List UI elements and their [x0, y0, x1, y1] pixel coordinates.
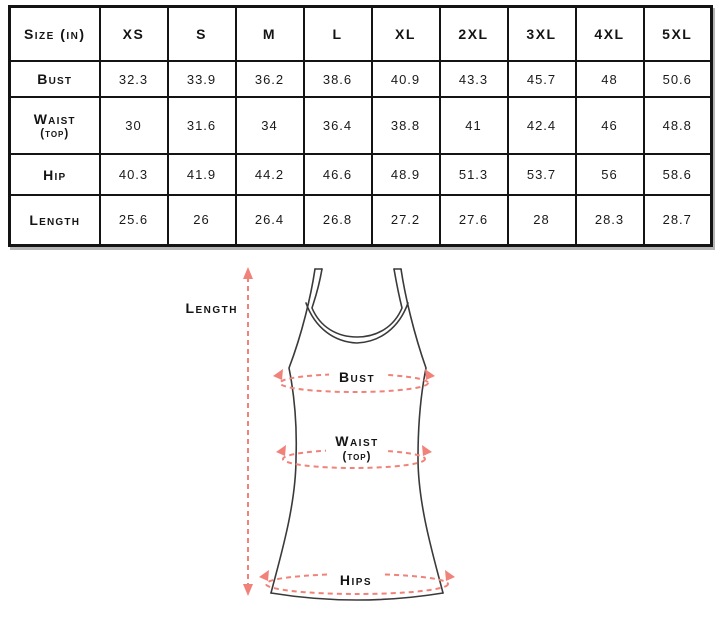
hips-label: Hips: [339, 572, 373, 588]
length-label: Length: [185, 300, 238, 316]
hip-xl: 48.9: [372, 154, 440, 195]
table-header-m: M: [236, 7, 304, 62]
hips-ring-right-arrow-icon: [445, 570, 455, 581]
row-label-length: Length: [10, 195, 100, 245]
table-header-3xl: 3XL: [508, 7, 576, 62]
table-row-bust: [10, 61, 712, 97]
bust-ring-left-arrow-icon: [273, 369, 283, 380]
length-xl: 27.2: [372, 195, 440, 245]
waist-label-sub: (top): [342, 451, 372, 463]
hip-l: 46.6: [304, 154, 372, 195]
hip-5xl: 58.6: [644, 154, 712, 195]
hip-3xl: 53.7: [508, 154, 576, 195]
bust-s: 33.9: [168, 61, 236, 97]
length-5xl: 28.7: [644, 195, 712, 245]
table-header-xs: XS: [100, 7, 168, 62]
bust-2xl: 43.3: [440, 61, 508, 97]
length-l: 26.8: [304, 195, 372, 245]
table-header-row: [10, 7, 712, 62]
table-header-s: S: [168, 7, 236, 62]
hip-s: 41.9: [168, 154, 236, 195]
table-row-waist: [10, 97, 712, 154]
waist-5xl: 48.8: [644, 97, 712, 154]
length-4xl: 28.3: [576, 195, 644, 245]
waist-2xl: 41: [440, 97, 508, 154]
bust-label: Bust: [338, 369, 376, 385]
waist-label: Waist: [335, 433, 379, 449]
length-2xl: 27.6: [440, 195, 508, 245]
table-header-size: Size (in): [10, 7, 100, 62]
table-header-2xl: 2XL: [440, 7, 508, 62]
row-label-bust: Bust: [10, 61, 100, 97]
table-header-5xl: 5XL: [644, 7, 712, 62]
length-xs: 25.6: [100, 195, 168, 245]
bust-l: 38.6: [304, 61, 372, 97]
waist-ring-left-arrow-icon: [276, 445, 286, 456]
table-row-hip: [10, 154, 712, 195]
length-arrow-down-icon: [243, 584, 253, 596]
length-3xl: 28: [508, 195, 576, 245]
waist-3xl: 42.4: [508, 97, 576, 154]
waist-ring-right-arrow-icon: [422, 445, 432, 456]
waist-label-line1: Waist: [33, 111, 76, 127]
waist-s: 31.6: [168, 97, 236, 154]
bust-4xl: 48: [576, 61, 644, 97]
waist-xs: 30: [100, 97, 168, 154]
waist-xl: 38.8: [372, 97, 440, 154]
hip-4xl: 56: [576, 154, 644, 195]
table-header-4xl: 4XL: [576, 7, 644, 62]
waist-label-line2: (top): [40, 128, 70, 140]
bust-xs: 32.3: [100, 61, 168, 97]
row-label-hip: Hip: [10, 154, 100, 195]
bust-5xl: 50.6: [644, 61, 712, 97]
table-header-l: L: [304, 7, 372, 62]
row-label-waist: [10, 97, 100, 154]
bust-ring-right-arrow-icon: [425, 369, 435, 380]
size-chart-table: [8, 5, 713, 247]
waist-l: 36.4: [304, 97, 372, 154]
table-row-length: [10, 195, 712, 245]
hips-ring-left-arrow-icon: [259, 570, 269, 581]
hip-xs: 40.3: [100, 154, 168, 195]
garment-measurement-diagram: [0, 258, 726, 620]
length-arrow: [243, 267, 253, 596]
bust-m: 36.2: [236, 61, 304, 97]
waist-m: 34: [236, 97, 304, 154]
length-s: 26: [168, 195, 236, 245]
bust-xl: 40.9: [372, 61, 440, 97]
hip-2xl: 51.3: [440, 154, 508, 195]
table-header-xl: XL: [372, 7, 440, 62]
neckline-outer-curve: [312, 269, 402, 337]
length-m: 26.4: [236, 195, 304, 245]
length-arrow-up-icon: [243, 267, 253, 279]
bust-3xl: 45.7: [508, 61, 576, 97]
camisole-right-edge: [401, 269, 443, 593]
waist-4xl: 46: [576, 97, 644, 154]
camisole-left-edge: [271, 269, 315, 593]
hip-m: 44.2: [236, 154, 304, 195]
